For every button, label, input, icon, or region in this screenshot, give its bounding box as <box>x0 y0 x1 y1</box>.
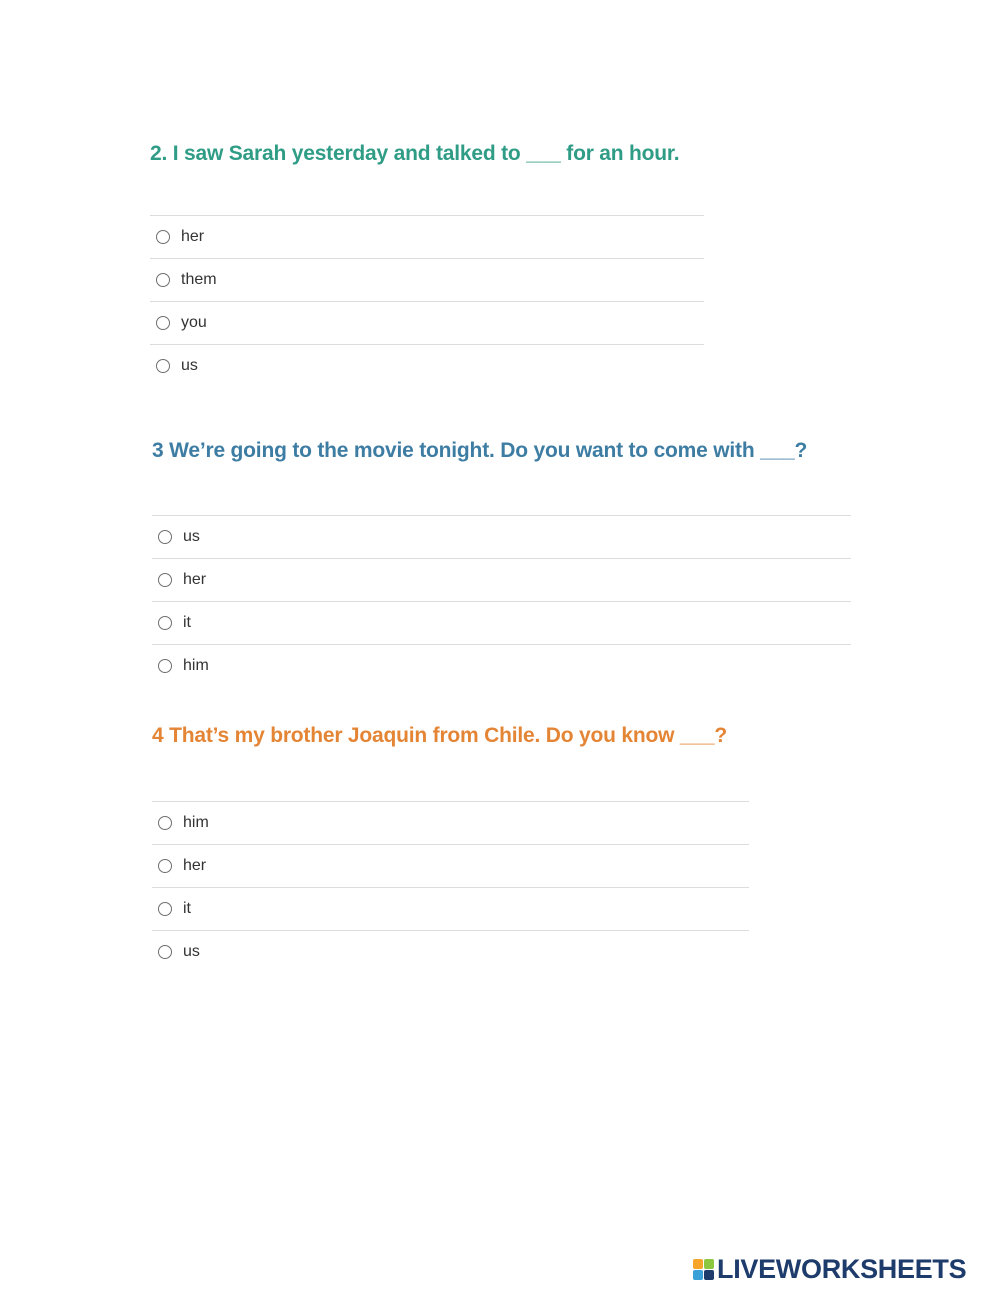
option-them[interactable] <box>150 258 704 301</box>
radio-button[interactable] <box>158 530 172 544</box>
option-it[interactable] <box>152 887 749 930</box>
divider <box>150 301 704 302</box>
logo-square <box>704 1270 714 1280</box>
divider <box>152 558 851 559</box>
radio-button[interactable] <box>158 859 172 873</box>
option-label: it <box>183 899 191 917</box>
option-label: it <box>183 613 191 631</box>
radio-button[interactable] <box>158 616 172 630</box>
option-us[interactable] <box>152 930 749 973</box>
radio-button[interactable] <box>158 659 172 673</box>
logo-square <box>704 1259 714 1269</box>
option-label: us <box>183 527 200 545</box>
logo-square <box>693 1270 703 1280</box>
radio-button[interactable] <box>156 273 170 287</box>
option-her[interactable] <box>150 215 704 258</box>
radio-button[interactable] <box>156 230 170 244</box>
option-label: her <box>183 856 207 874</box>
divider <box>152 515 851 516</box>
option-us[interactable] <box>150 344 704 387</box>
question-title: 4 That’s my brother Joaquin from Chile. Do you know ___? <box>152 724 727 747</box>
divider <box>150 258 704 259</box>
divider <box>152 801 749 802</box>
logo-mark-icon <box>693 1259 714 1280</box>
option-us[interactable] <box>152 515 851 558</box>
radio-button[interactable] <box>158 573 172 587</box>
divider <box>150 215 704 216</box>
radio-button[interactable] <box>158 945 172 959</box>
radio-button[interactable] <box>156 316 170 330</box>
question-title: 2. I saw Sarah yesterday and talked to ___ for an hour. <box>150 142 680 165</box>
option-label: him <box>183 813 209 831</box>
divider <box>152 601 851 602</box>
option-label: her <box>181 227 205 245</box>
option-him[interactable] <box>152 801 749 844</box>
logo-square <box>693 1259 703 1269</box>
divider <box>152 930 749 931</box>
divider <box>152 887 749 888</box>
radio-button[interactable] <box>158 902 172 916</box>
option-label: her <box>183 570 207 588</box>
option-label: him <box>183 656 209 674</box>
liveworksheets-logo <box>693 1255 966 1283</box>
radio-button[interactable] <box>158 816 172 830</box>
option-it[interactable] <box>152 601 851 644</box>
divider <box>152 844 749 845</box>
option-label: you <box>181 313 207 331</box>
option-her[interactable] <box>152 844 749 887</box>
option-label: us <box>183 942 200 960</box>
option-you[interactable] <box>150 301 704 344</box>
option-her[interactable] <box>152 558 851 601</box>
question-title: 3 We’re going to the movie tonight. Do you want to come with ___? <box>152 439 808 462</box>
logo-text: LIVEWORKSHEETS <box>717 1253 967 1284</box>
radio-button[interactable] <box>156 359 170 373</box>
option-label: them <box>181 270 217 288</box>
option-him[interactable] <box>152 644 851 687</box>
divider <box>150 344 704 345</box>
divider <box>152 644 851 645</box>
option-label: us <box>181 356 198 374</box>
